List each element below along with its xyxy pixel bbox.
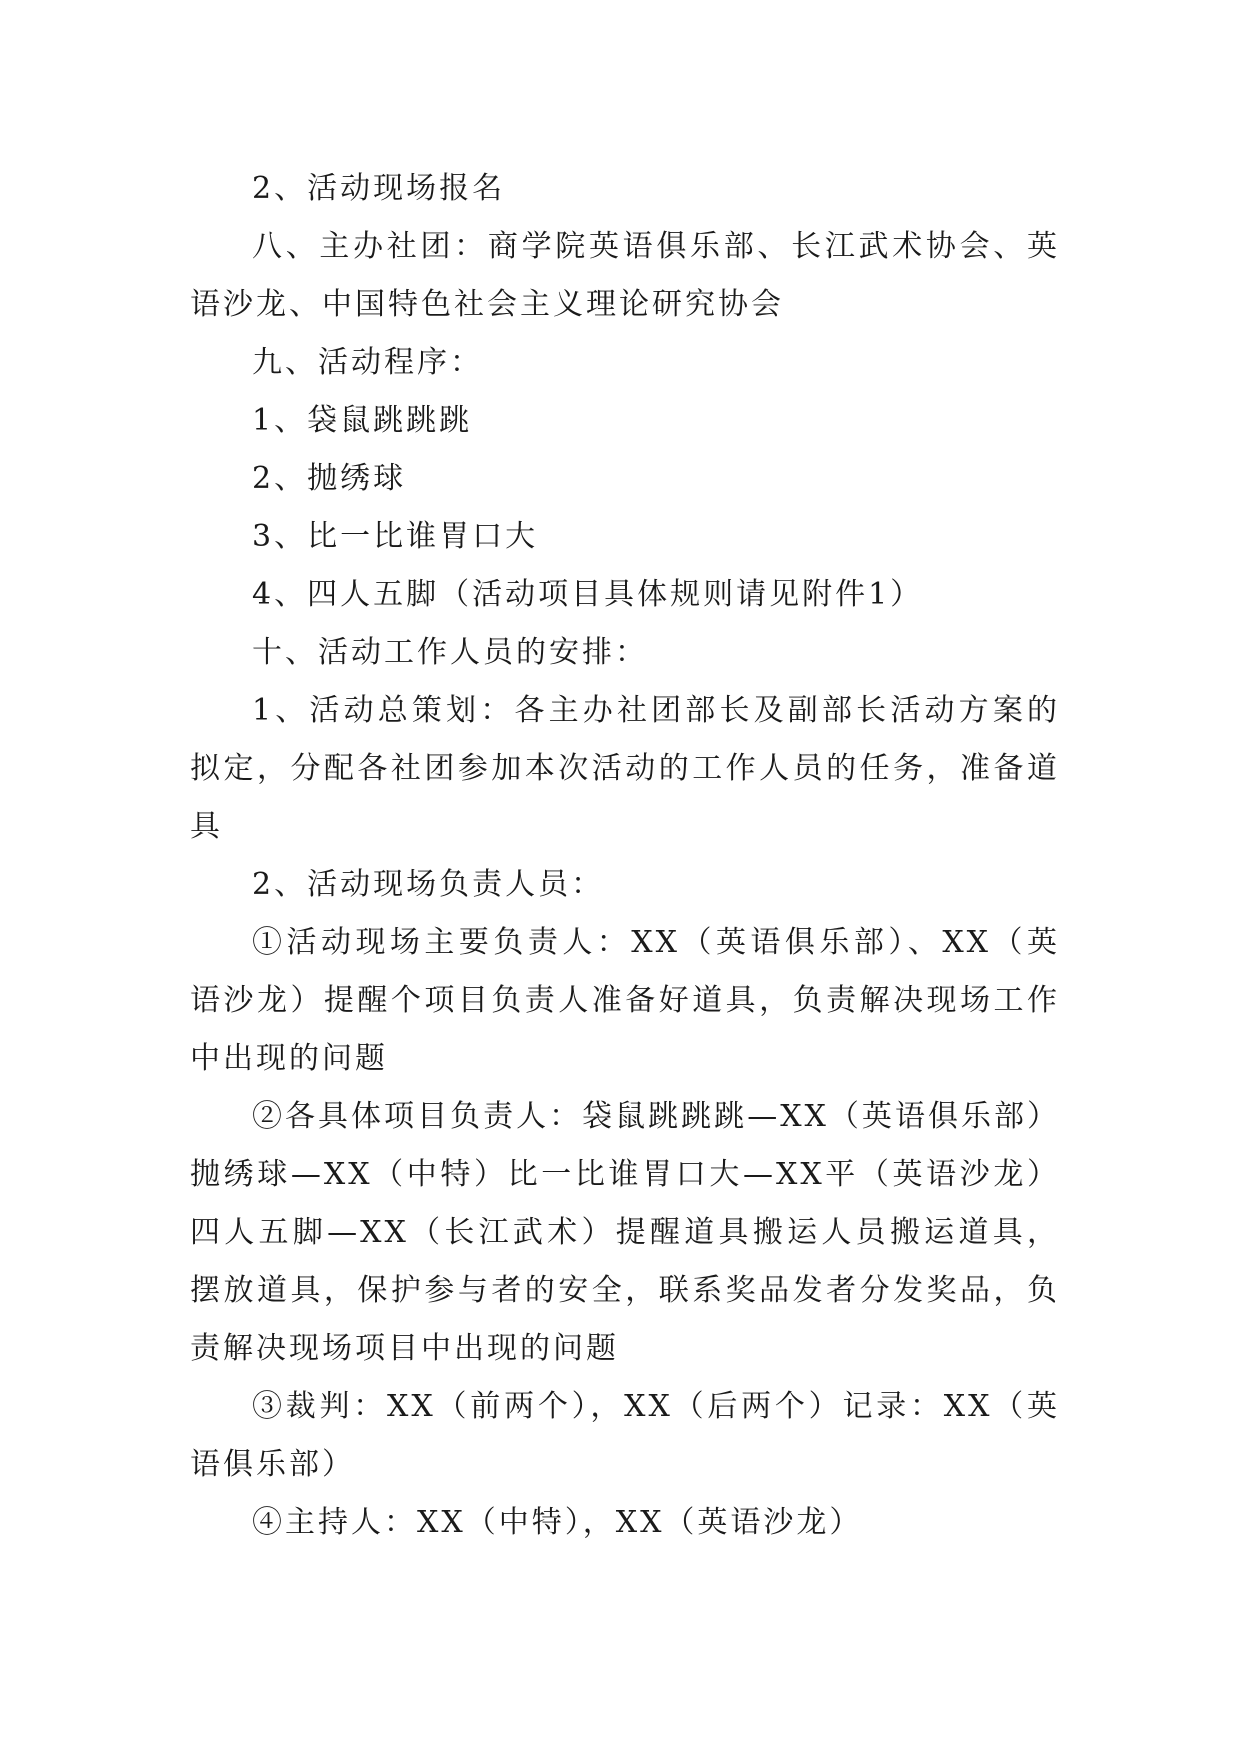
paragraph-program-item-1: 1、袋鼠跳跳跳 <box>252 403 473 438</box>
document-body <box>190 160 1060 1552</box>
paragraph-staff-item-leads: ②各具体项目负责人：袋鼠跳跳跳—XX（英语俱乐部）抛绣球—XX（中特）比一比谁胃口大—XX平（英语沙龙）四人五脚—XX（长江武术）提醒道具搬运人员搬运道具，摆放道具，保护参与者的安全，联系奖品发者分发奖品，负责解决现场项目中出现的问题 <box>190 1099 1060 1366</box>
paragraph-staff-host: ④主持人：XX（中特），XX（英语沙龙） <box>252 1505 863 1540</box>
paragraph-staff-main-lead: ①活动现场主要负责人：XX（英语俱乐部）、XX（英语沙龙）提醒个项目负责人准备好道具，负责解决现场工作中出现的问题 <box>190 925 1060 1076</box>
paragraph-staff-planning: 1、活动总策划：各主办社团部长及副部长活动方案的拟定，分配各社团参加本次活动的工作人员的任务，准备道具 <box>190 693 1060 844</box>
paragraph-program-heading: 九、活动程序： <box>252 345 483 380</box>
paragraph-program-item-3: 3、比一比谁胃口大 <box>252 519 539 554</box>
paragraph-organizers: 八、主办社团：商学院英语俱乐部、长江武术协会、英语沙龙、中国特色社会主义理论研究协会 <box>190 229 1060 322</box>
paragraph-staff-onsite: 2、活动现场负责人员： <box>252 867 605 902</box>
paragraph-staff-referee: ③裁判：XX（前两个），XX（后两个）记录：XX（英语俱乐部） <box>190 1389 1060 1482</box>
paragraph-registration: 2、活动现场报名 <box>252 171 506 206</box>
paragraph-staff-heading: 十、活动工作人员的安排： <box>252 635 648 670</box>
paragraph-program-item-4: 4、四人五脚（活动项目具体规则请见附件1） <box>252 577 924 612</box>
paragraph-program-item-2: 2、抛绣球 <box>252 461 407 496</box>
